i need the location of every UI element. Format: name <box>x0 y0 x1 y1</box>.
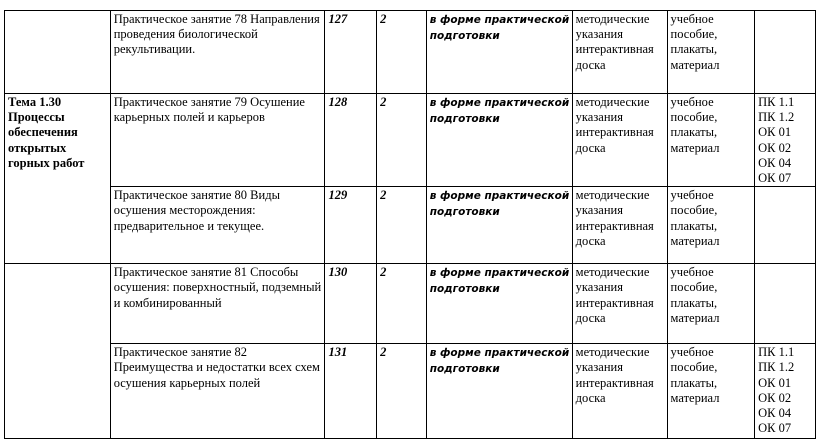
lesson-cell: Практическое занятие 80 Виды осушения месторождения: предварительное и текущее. <box>110 187 325 264</box>
materials-cell <box>667 94 755 187</box>
form-line: подготовки <box>429 283 500 296</box>
topic-cell <box>5 11 111 94</box>
topic-line: открытых <box>8 140 67 155</box>
materials-line: учебное <box>670 345 714 360</box>
materials-line: пособие, <box>670 27 718 42</box>
materials-line: учебное <box>670 188 714 203</box>
materials-line: материал <box>670 140 720 155</box>
form-line: подготовки <box>429 30 500 42</box>
lesson-number: 130 <box>325 264 377 344</box>
methods-line: указания <box>575 360 623 375</box>
methods-line: указания <box>575 27 623 42</box>
materials-line: учебное <box>670 12 714 26</box>
topic-line: горных работ <box>8 155 85 170</box>
form-line: в форме практической <box>429 97 570 109</box>
competency-code: ОК 04 <box>758 406 792 421</box>
form-cell <box>426 94 572 187</box>
lesson-number: 129 <box>325 187 377 264</box>
hours-cell: 2 <box>377 11 427 94</box>
competency-code: ПК 1.2 <box>758 360 795 375</box>
competency-code: ПК 1.1 <box>758 95 795 109</box>
form-line: подготовки <box>429 113 500 125</box>
form-line: в форме практической <box>429 14 570 26</box>
materials-line: пособие, <box>670 360 718 375</box>
competency-code: ПК 1.2 <box>758 110 795 125</box>
form-line: подготовки <box>429 206 500 219</box>
hours-cell: 2 <box>377 264 427 344</box>
methods-cell <box>572 264 667 344</box>
table-row <box>5 187 816 264</box>
methods-cell <box>572 344 667 439</box>
methods-cell <box>572 187 667 264</box>
table-row <box>5 11 816 94</box>
methods-line: указания <box>575 110 623 125</box>
lesson-number: 127 <box>325 11 377 94</box>
topic-line: Тема 1.30 <box>8 95 62 109</box>
methods-line: доска <box>575 310 606 325</box>
materials-line: материал <box>670 233 720 248</box>
materials-cell <box>667 11 755 94</box>
form-line: подготовки <box>429 363 500 376</box>
hours-cell: 2 <box>377 187 427 264</box>
materials-line: материал <box>670 390 720 405</box>
competencies-cell <box>755 344 816 439</box>
methods-line: указания <box>575 203 623 218</box>
form-line: в форме практической <box>429 190 570 203</box>
competency-code: ОК 07 <box>758 421 792 436</box>
methods-line: интерактивная <box>575 295 654 310</box>
methods-line: методические <box>575 12 650 26</box>
competency-code: ОК 07 <box>758 171 792 186</box>
materials-line: материал <box>670 310 720 325</box>
form-line: в форме практической <box>429 267 570 280</box>
competency-code: ОК 04 <box>758 155 792 170</box>
materials-cell <box>667 344 755 439</box>
lesson-cell: Практическое занятие 82 Преимущества и недостатки всех схем осушения карьерных полей <box>110 344 325 439</box>
methods-line: доска <box>575 233 606 248</box>
form-cell <box>426 264 572 344</box>
lesson-cell: Практическое занятие 81 Способы осушения: поверхностный, подземный и комбинированный <box>110 264 325 344</box>
table-row <box>5 344 816 439</box>
methods-line: доска <box>575 390 606 405</box>
topic-line: Процессы <box>8 110 65 125</box>
methods-line: доска <box>575 57 606 72</box>
competency-code: ОК 02 <box>758 140 792 155</box>
lesson-plan-table <box>4 10 816 439</box>
methods-line: методические <box>575 265 650 280</box>
form-line: в форме практической <box>429 347 570 360</box>
form-cell <box>426 187 572 264</box>
methods-line: доска <box>575 140 606 155</box>
competency-code: ОК 02 <box>758 390 792 405</box>
table-row <box>5 264 816 344</box>
materials-cell <box>667 264 755 344</box>
methods-line: интерактивная <box>575 375 654 390</box>
competencies-cell <box>755 11 816 94</box>
table-row <box>5 94 816 187</box>
form-cell <box>426 11 572 94</box>
topic-cell <box>5 264 111 439</box>
competencies-cell <box>755 264 816 344</box>
competency-code: ПК 1.1 <box>758 345 795 360</box>
materials-line: пособие, <box>670 280 718 295</box>
hours-cell: 2 <box>377 94 427 187</box>
methods-line: методические <box>575 345 650 360</box>
form-cell <box>426 344 572 439</box>
materials-line: плакаты, <box>670 375 718 390</box>
materials-line: учебное <box>670 265 714 280</box>
materials-line: плакаты, <box>670 218 718 233</box>
materials-line: учебное <box>670 95 714 109</box>
methods-line: методические <box>575 95 650 109</box>
lesson-cell: Практическое занятие 78 Направления проведения биологической рекультивации. <box>110 11 325 94</box>
materials-line: плакаты, <box>670 125 718 140</box>
competencies-cell <box>755 187 816 264</box>
methods-line: указания <box>575 280 623 295</box>
competencies-cell <box>755 94 816 187</box>
materials-line: плакаты, <box>670 42 718 57</box>
methods-line: интерактивная <box>575 42 654 57</box>
hours-cell: 2 <box>377 344 427 439</box>
topic-line: обеспечения <box>8 125 78 140</box>
methods-cell <box>572 11 667 94</box>
methods-cell <box>572 94 667 187</box>
lesson-number: 131 <box>325 344 377 439</box>
lesson-cell: Практическое занятие 79 Осушение карьерных полей и карьеров <box>110 94 325 187</box>
methods-line: интерактивная <box>575 125 654 140</box>
materials-line: материал <box>670 57 720 72</box>
materials-line: плакаты, <box>670 295 718 310</box>
materials-line: пособие, <box>670 203 718 218</box>
methods-line: интерактивная <box>575 218 654 233</box>
methods-line: методические <box>575 188 650 203</box>
materials-line: пособие, <box>670 110 718 125</box>
competency-code: ОК 01 <box>758 375 792 390</box>
materials-cell <box>667 187 755 264</box>
lesson-number: 128 <box>325 94 377 187</box>
topic-cell <box>5 94 111 264</box>
competency-code: ОК 01 <box>758 125 792 140</box>
